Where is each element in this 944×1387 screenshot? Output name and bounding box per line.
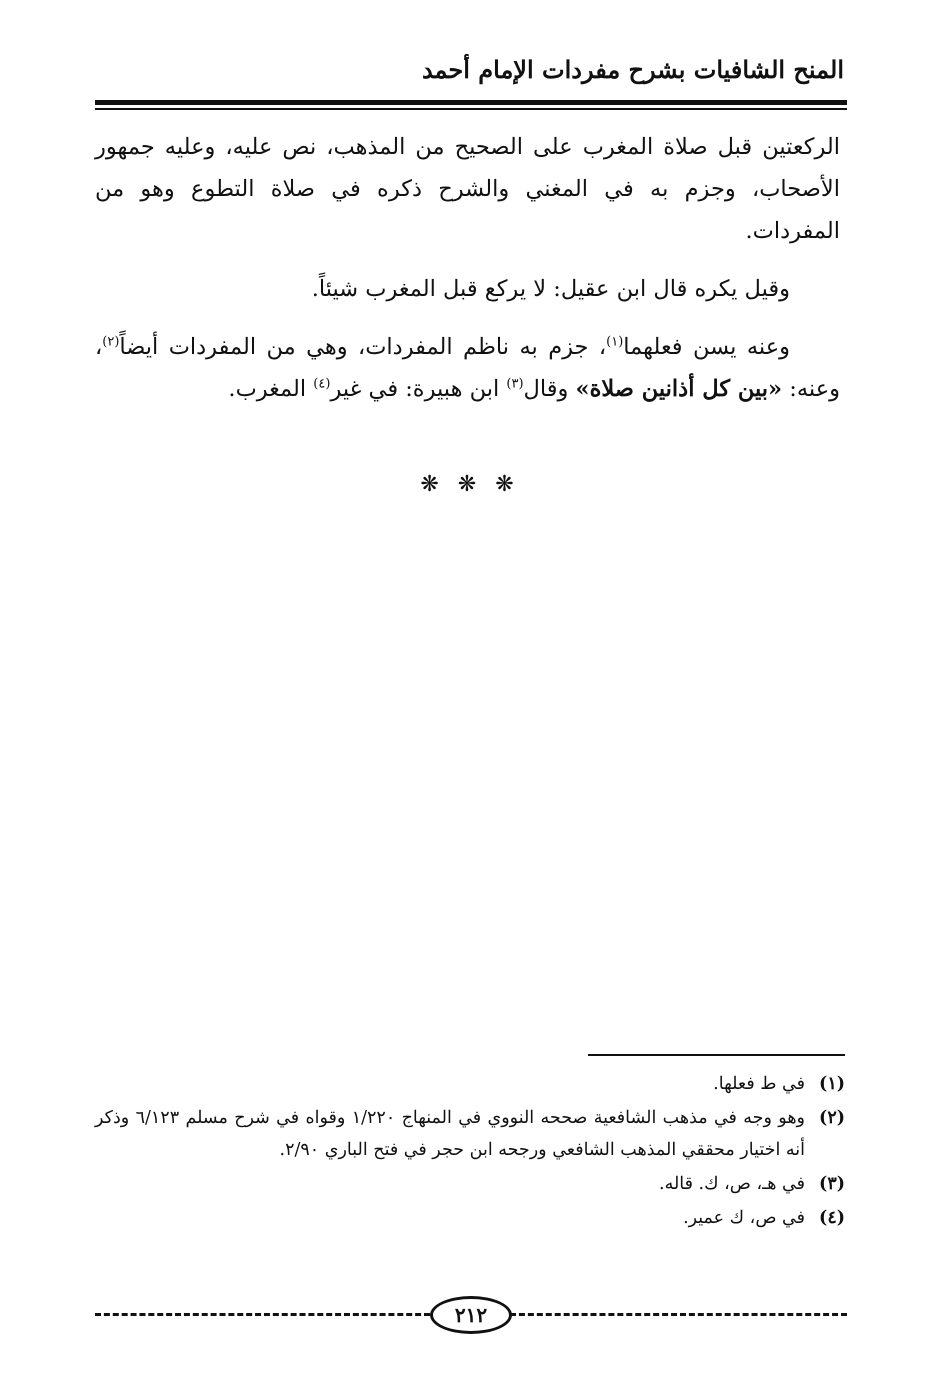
footnote-divider [588, 1054, 845, 1056]
running-header: المنح الشافيات بشرح مفردات الإمام أحمد [421, 55, 844, 84]
paragraph-3-part-d: وقال [523, 376, 576, 402]
footnote-text: في ط فعلها. [713, 1074, 805, 1094]
footnote-2 [95, 1102, 845, 1166]
header-rule-thick [95, 100, 847, 105]
footnote-ref-1[interactable]: (١) [606, 334, 624, 350]
section-separator-icon: ❋ ❋ ❋ [420, 472, 520, 497]
footnote-number: (٢) [819, 1108, 845, 1128]
footnotes [95, 1068, 845, 1236]
footnote-number: (٤) [819, 1208, 845, 1228]
paragraph-2: وقيل يكره قال ابن عقيل: لا يركع قبل المغرب شيئاً. [311, 276, 790, 302]
footnote-text: في ص، ك عمير. [683, 1208, 805, 1228]
paragraph-3 [95, 326, 840, 410]
footnote-number: (٣) [819, 1174, 845, 1194]
paragraph-1: الركعتين قبل صلاة المغرب على الصحيح من المذهب، نص عليه، وعليه جمهور الأصحاب، وجزم به في المغني والشرح ذكره في صلاة التطوع وهو من المفردات. [95, 134, 840, 244]
paragraph-3-part-e: ابن هبيرة: في غير [330, 376, 507, 402]
footnote-text: وهو وجه في مذهب الشافعية صححه النووي في المنهاج ١/٢٢٠ وقواه في شرح مسلم ٦/١٢٣ وذكر أنه اختيار محققي المذهب الشافعي ورجحه ابن حجر في فتح الباري ٢/٩٠. [95, 1108, 805, 1160]
paragraph-3-part-c: ، وعنه: [95, 334, 840, 402]
page-footer [95, 1294, 847, 1334]
paragraph-3-part-f: المغرب. [228, 376, 314, 402]
main-text [95, 126, 840, 426]
paragraph-3-part-a: وعنه يسن فعلهما [623, 334, 790, 360]
paragraph-3-part-b: ، جزم به ناظم المفردات، وهي من المفردات أيضاً [119, 334, 607, 360]
footnote-3 [95, 1168, 845, 1200]
hadith-quote: «بين كل أذانين صلاة» [575, 376, 783, 402]
page-number: ٢١٢ [430, 1296, 512, 1334]
footnote-number: (١) [819, 1074, 845, 1094]
footer-dashed-rule-right [510, 1313, 847, 1316]
footnote-1 [95, 1068, 845, 1100]
footnote-ref-3[interactable]: (٣) [506, 376, 524, 392]
footnote-ref-4[interactable]: (٤) [313, 376, 331, 392]
footnote-text: في هـ، ص، ك. قاله. [659, 1174, 805, 1194]
footnote-4 [95, 1202, 845, 1234]
footer-dashed-rule-left [95, 1313, 430, 1316]
header-rule-thin [95, 108, 847, 110]
footnote-ref-2[interactable]: (٢) [102, 334, 120, 350]
